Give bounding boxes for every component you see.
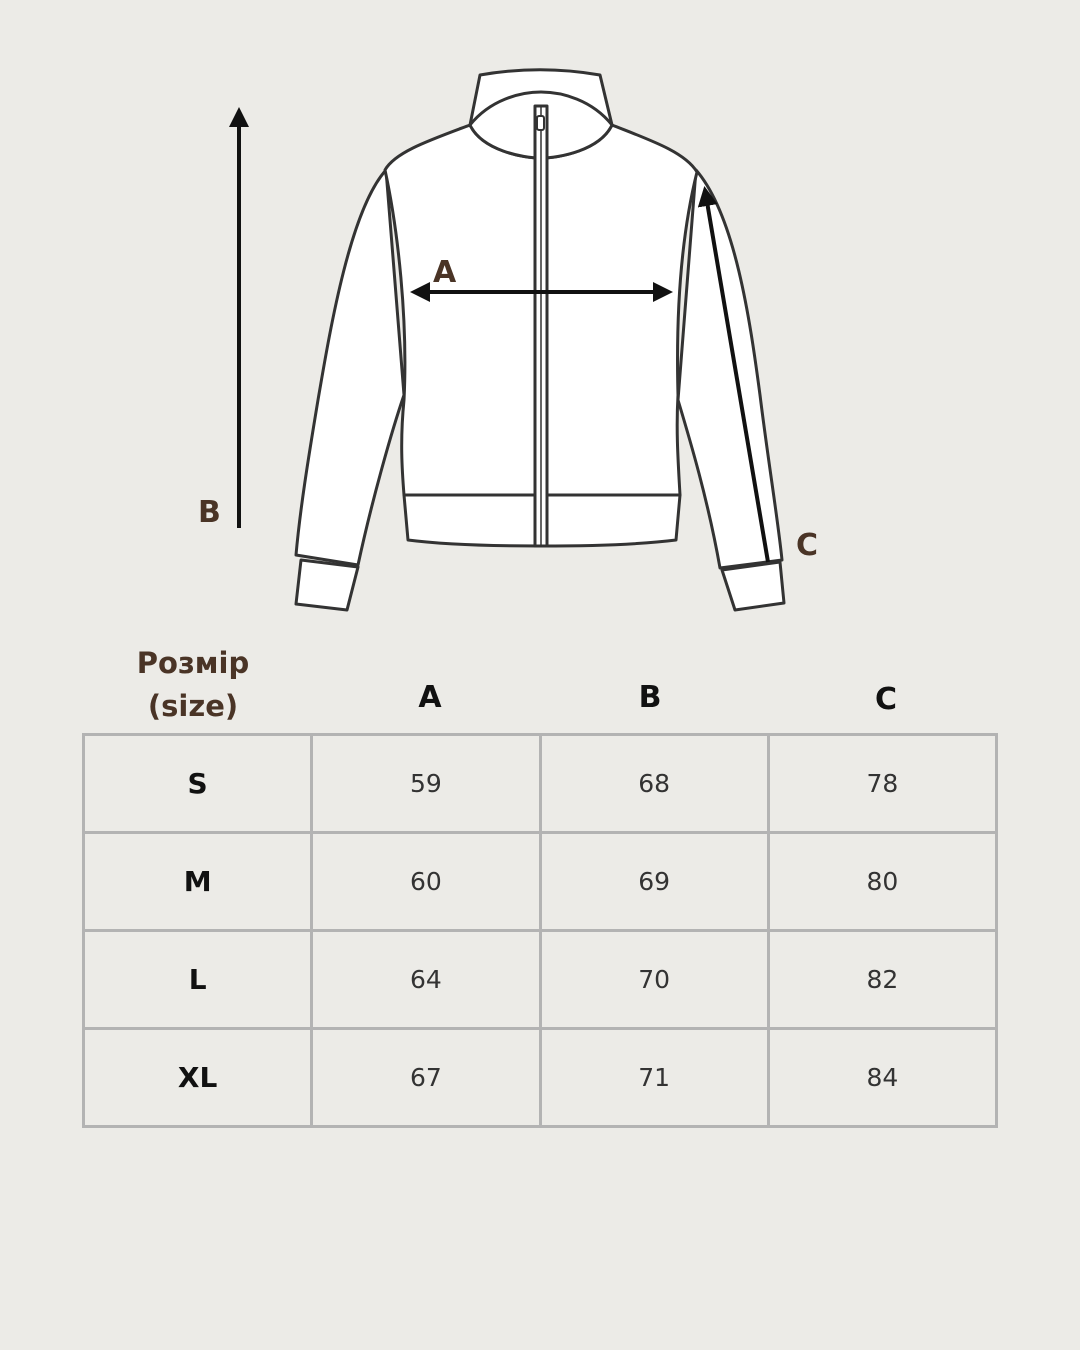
size-cell: S — [84, 735, 312, 833]
value-cell-b: 69 — [540, 833, 768, 931]
value-cell-a: 67 — [312, 1029, 540, 1127]
size-cell: XL — [84, 1029, 312, 1127]
value-cell-c: 80 — [768, 833, 996, 931]
right-sleeve — [678, 170, 782, 568]
left-sleeve — [296, 170, 404, 565]
value-cell-c: 82 — [768, 931, 996, 1029]
zipper-pull — [537, 116, 544, 130]
column-header-c: C — [874, 682, 898, 717]
value-cell-a: 59 — [312, 735, 540, 833]
value-cell-b: 70 — [540, 931, 768, 1029]
jacket-measurement-diagram — [0, 0, 1080, 630]
size-cell: M — [84, 833, 312, 931]
column-header-a: A — [418, 680, 442, 715]
column-header-b: B — [638, 680, 662, 715]
value-cell-b: 68 — [540, 735, 768, 833]
value-cell-c: 78 — [768, 735, 996, 833]
table-row — [84, 735, 997, 833]
value-cell-a: 64 — [312, 931, 540, 1029]
value-cell-b: 71 — [540, 1029, 768, 1127]
table-row — [84, 1029, 997, 1127]
right-cuff — [722, 562, 784, 610]
table-row — [84, 931, 997, 1029]
left-cuff — [296, 560, 358, 610]
value-cell-c: 84 — [768, 1029, 996, 1127]
jacket-illustration — [296, 70, 784, 610]
measure-c-label: C — [796, 528, 819, 563]
size-header-line1: Розмір — [136, 646, 250, 680]
value-cell-a: 60 — [312, 833, 540, 931]
size-header-line2: (size) — [147, 689, 239, 723]
table-row — [84, 833, 997, 931]
size-table — [82, 733, 998, 1128]
size-column-header — [118, 642, 268, 728]
measure-b-label: B — [198, 495, 221, 530]
size-cell: L — [84, 931, 312, 1029]
measure-a-label: A — [433, 255, 457, 290]
